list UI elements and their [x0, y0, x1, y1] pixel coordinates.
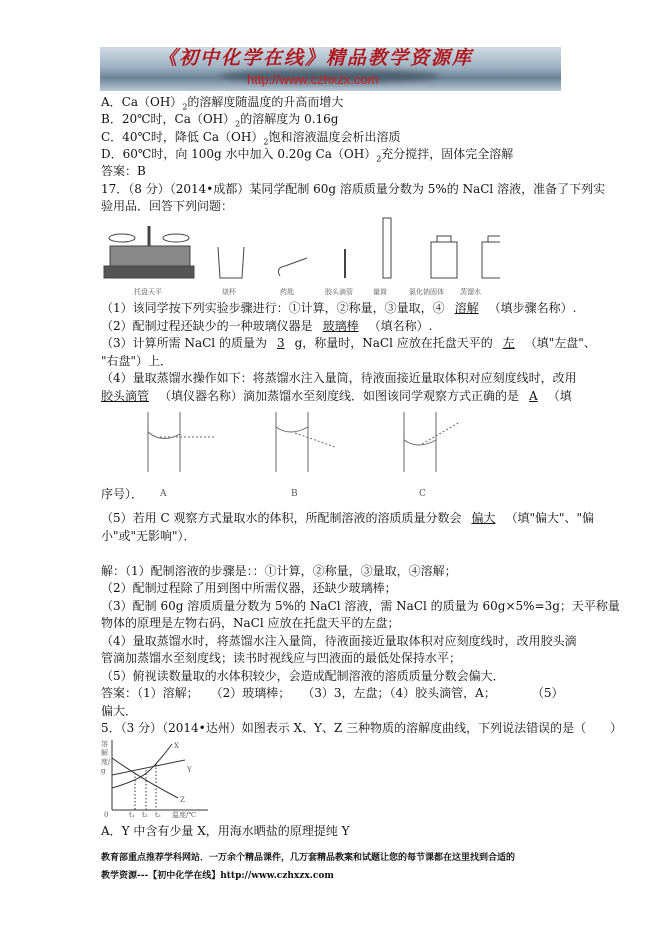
apparatus-label: 烧杯	[222, 288, 236, 296]
q17-part5-cont: 小"或"无影响"）．	[101, 529, 196, 543]
curve-y	[112, 760, 185, 775]
series-label: X	[174, 742, 179, 750]
tick-label: t₁	[129, 811, 135, 819]
apparatus-label: 托盘天平	[134, 288, 162, 296]
origin-label: 0	[104, 811, 109, 819]
solution-line: （3）配制 60g 溶质质量分数为 5%的 NaCl 溶液，需 NaCl 的质量为 60g×5%=3g；天平称量	[101, 599, 620, 613]
banner-title: 《初中化学在线》精品教学资源库	[158, 47, 474, 69]
tick-label: t₂	[142, 811, 148, 819]
q17-part5: （5）若用 C 观察方式量取水的体积，所配制溶液的溶质质量分数会 偏大 （填"偏大"、"偏	[101, 511, 595, 525]
figure-label: A	[160, 489, 167, 499]
q17-part2: （2）配制过程还缺少的一种玻璃仪器是 玻璃棒 （填名称）.	[101, 319, 433, 333]
q5-stem: 5．（3 分）（2014•达州）如图表示 X、Y、Z 三种物质的溶解度曲线，下列说法错误的是（ ）	[101, 721, 623, 735]
solution-line: 解：（1）配制溶液的步骤是：：①计算，②称量，③量取，④溶解；	[101, 564, 457, 578]
q17-part3-cont: "右盘"）上．	[101, 354, 173, 368]
q17-part4-end: 序号）．	[101, 487, 144, 501]
q17-part1: （1）该同学按下列实验步骤进行：①计算，②称量，③量取，④ 溶解 （填步骤名称）.	[101, 301, 577, 315]
solution-line: 物体的原理是左物右码，NaCl 应放在托盘天平的左盘；	[101, 616, 400, 630]
footer-line: 教育部重点推荐学科网站．一万余个精品课件，几万套精品教案和试题让您的每节课都在这里找到合适的	[101, 853, 516, 863]
y-axis-label: 溶解度/g	[101, 740, 111, 775]
x-axis-label: 温度/℃	[172, 811, 197, 819]
apparatus-label: 蒸馏水	[460, 288, 481, 296]
curve-x	[112, 744, 172, 788]
tick-label: t₃	[155, 811, 161, 819]
solution-line: （4）量取蒸馏水时，将蒸馏水注入量筒，待液面接近量取体积对应刻度线时，改用胶头滴	[101, 634, 577, 648]
meniscus-figures	[140, 412, 470, 474]
option-b: B．20℃时，$Ca(OH)_2$的溶解度为 0.16g	[101, 112, 339, 129]
option-d: D．60℃时，向 100g 水中加入 0.20g $Ca(OH)_2$充分搅拌，固体完全溶解	[101, 147, 514, 164]
apparatus-label: 药匙	[280, 288, 294, 296]
answer-16: 答案：B	[101, 164, 146, 178]
solution-line: 管滴加蒸馏水至刻度线；读书时视线应与凹液面的最低处保持水平；	[101, 651, 462, 665]
footer-line: 教学资源---【初中化学在线】http://www.czhxzx.com	[101, 871, 334, 881]
solution-line: （5）俯视读数量取的水体积较少，会造成配制溶液的溶质质量分数会偏大．	[101, 669, 505, 683]
figure-label: C	[419, 489, 426, 499]
answer-17-cont: 偏大．	[101, 704, 138, 718]
header-banner	[100, 47, 561, 91]
solution-line: （2）配制过程除了用到图中所需仪器，还缺少玻璃棒；	[101, 581, 397, 595]
apparatus-label: 量筒	[373, 288, 387, 296]
apparatus-figure	[100, 216, 500, 288]
answer-17: 答案：（1）溶解； （2）玻璃棒； （3）3，左盘；（4）胶头滴管，A； （5）	[101, 686, 564, 700]
q17-part3: （3）计算所需 NaCl 的质量为 3 g，称量时，NaCl 应放在托盘天平的 左 （填"左盘"、	[101, 336, 596, 350]
series-label: Z	[180, 796, 185, 804]
apparatus-label: 胶头滴管	[325, 288, 353, 296]
option-a: A．$Ca(OH)_2$的溶解度随温度的升高而增大	[101, 95, 344, 112]
q17-stem: 17．（8 分）（2014•成都）某同学配制 60g 溶质质量分数为 5%的 NaCl 溶液，准备了下列实	[101, 182, 606, 196]
option-c: C．40℃时，降低 $Ca(OH)_2$饱和溶液温度会析出溶质	[101, 130, 401, 147]
q5-option-a: A．Y 中含有少量 X，用海水晒盐的原理提纯 Y	[101, 824, 350, 838]
q17-part4-cont: 胶头滴管 （填仪器名称）滴加蒸馏水至刻度线．如图该同学观察方式正确的是 A （填	[101, 389, 572, 403]
q17-stem-2: 验用品．回答下列问题：	[101, 199, 234, 213]
curve-z	[112, 758, 178, 798]
q17-part4: （4）量取蒸馏水操作如下：将蒸馏水注入量筒，待液面接近量取体积对应刻度线时，改用	[101, 371, 577, 385]
series-label: Y	[187, 766, 192, 774]
apparatus-label: 氯化钠固体	[409, 288, 444, 296]
banner-url: http://www.czhxzx.com	[247, 72, 379, 87]
figure-label: B	[291, 489, 298, 499]
